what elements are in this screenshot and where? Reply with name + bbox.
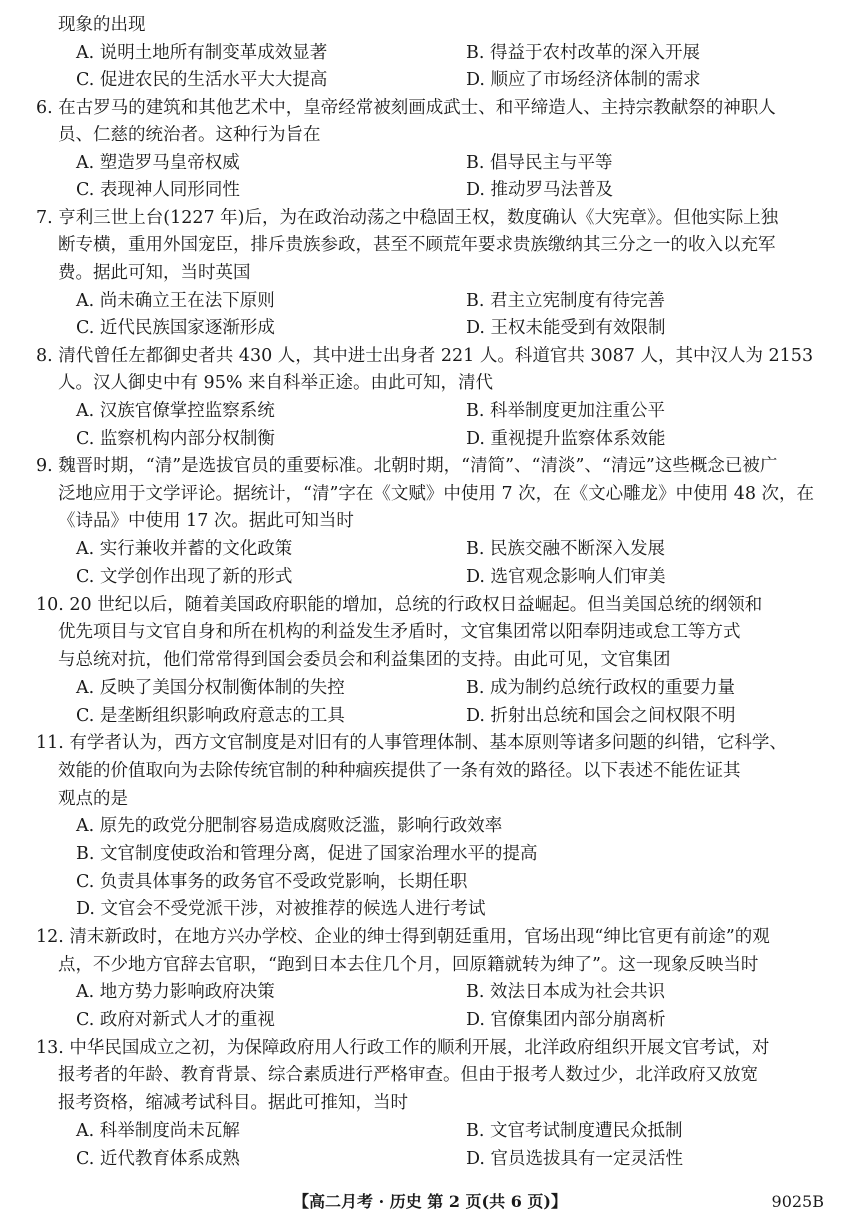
option-c: C. 监察机构内部分权制衡 [76,429,275,449]
question-11-stem-line-2: 效能的价值取向为去除传统官制的种种痼疾提供了一条有效的路径。以下表述不能佐证其 [58,761,741,781]
question-6-stem-line-2: 员、仁慈的统治者。这种行为旨在 [58,125,321,145]
question-13-options-row-2 [76,1146,836,1173]
question-11-option-c-row [76,869,836,896]
option-d: D. 推动罗马法普及 [466,180,614,200]
option-a: A. 塑造罗马皇帝权威 [76,153,240,173]
footer-exam-code: 9025B [771,1192,824,1211]
question-13-stem-line-2: 报考者的年龄、教育背景、综合素质进行严格审查。但由于报考人数过少，北洋政府又放宽 [58,1065,758,1085]
option-b: B. 君主立宪制度有待完善 [466,291,665,311]
question-11-option-b-row [76,841,836,868]
question-9-stem-line-2: 泛地应用于文学评论。据统计，“清”字在《文赋》中使用 7 次，在《文心雕龙》中使用 48 次，在 [58,484,815,504]
question-8-options-row-2 [76,426,836,453]
option-c: C. 近代民族国家逐渐形成 [76,318,275,338]
option-c: C. 表现神人同形同性 [76,180,240,200]
footer-page-info: 【高二月考 · 历史 第 2 页(共 6 页)】 [293,1192,567,1211]
question-7-stem-line-1: 7. 亨利三世上台(1227 年)后，为在政治动荡之中稳固王权，数度确认《大宪章》。但他实际上独 [36,208,779,228]
question-10-stem-line-3: 与总统对抗，他们常常得到国会委员会和利益集团的支持。由此可见，文官集团 [58,650,671,670]
question-9-options-row-1 [76,536,836,563]
option-d: D. 官员选拔具有一定灵活性 [466,1149,684,1169]
option-b: B. 效法日本成为社会共识 [466,982,665,1002]
option-a: A. 反映了美国分权制衡体制的失控 [76,678,345,698]
option-d: D. 文官会不受党派干涉，对被推荐的候选人进行考试 [76,899,486,919]
option-c: C. 是垄断组织影响政府意志的工具 [76,706,345,726]
question-11-stem-line-3: 观点的是 [58,789,128,809]
question-6-stem-line-1: 6. 在古罗马的建筑和其他艺术中，皇帝经常被刻画成武士、和平缔造人、主持宗教献祭的神职人 [36,98,776,118]
question-6-options-row-1 [76,150,836,177]
question-9-options-row-2 [76,564,836,591]
option-c: C. 促进农民的生活水平大大提高 [76,70,328,90]
option-b: B. 成为制约总统行政权的重要力量 [466,678,735,698]
question-13-options-row-1 [76,1118,836,1145]
question-9-stem-line-3: 《诗品》中使用 17 次。据此可知当时 [58,511,354,531]
question-6-options-row-2 [76,177,836,204]
page-footer [0,1188,860,1216]
question-11-stem-line-1: 11. 有学者认为，西方文官制度是对旧有的人事管理体制、基本原则等诸多问题的纠错，它科学、 [36,733,787,753]
option-d: D. 折射出总统和国会之间权限不明 [466,706,736,726]
question-9-stem-line-1: 9. 魏晋时期，“清”是选拔官员的重要标准。北朝时期，“清简”、“清淡”、“清远”这些概念已被广 [36,456,778,476]
option-a: A. 实行兼收并蓄的文化政策 [76,539,293,559]
question-12-stem-line-2: 点，不少地方官辞去官职，“跑到日本去住几个月，回原籍就转为绅了”。这一现象反映当时 [58,955,759,975]
option-b: B. 得益于农村改革的深入开展 [466,43,700,63]
question-7-options-row-1 [76,288,836,315]
question-5-options-row-2 [76,67,836,94]
question-8-stem-line-1: 8. 清代曾任左都御史者共 430 人，其中进士出身者 221 人。科道官共 3087 人，其中汉人为 2153 [36,346,814,366]
question-7-options-row-2 [76,315,836,342]
question-11-option-d-row [76,896,836,923]
option-c: C. 政府对新式人才的重视 [76,1010,275,1030]
question-13-stem-line-1: 13. 中华民国成立之初，为保障政府用人行政工作的顺利开展，北洋政府组织开展文官考试，对 [36,1038,770,1058]
question-7-stem-line-3: 费。据此可知，当时英国 [58,263,251,283]
option-a: A. 尚未确立王在法下原则 [76,291,275,311]
option-d: D. 顺应了市场经济体制的需求 [466,70,701,90]
option-d: D. 重视提升监察体系效能 [466,429,666,449]
question-12-stem-line-1: 12. 清末新政时，在地方兴办学校、企业的绅士得到朝廷重用，官场出现“绅比官更有前途”的观 [36,927,770,947]
option-a: A. 地方势力影响政府决策 [76,982,275,1002]
option-c: C. 近代教育体系成熟 [76,1149,240,1169]
option-a: A. 说明土地所有制变革成效显著 [76,43,328,63]
option-c: C. 负责具体事务的政务官不受政党影响，长期任职 [76,872,468,892]
question-7-stem-line-2: 断专横，重用外国宠臣，排斥贵族参政，甚至不顾荒年要求贵族缴纳其三分之一的收入以充军 [58,235,776,255]
question-10-options-row-2 [76,703,836,730]
option-b: B. 民族交融不断深入发展 [466,539,665,559]
option-a: A. 科举制度尚未瓦解 [76,1121,240,1141]
option-a: A. 汉族官僚掌控监察系统 [76,401,275,421]
option-d: D. 选官观念影响人们审美 [466,567,666,587]
option-c: C. 文学创作出现了新的形式 [76,567,293,587]
option-b: B. 文官制度使政治和管理分离，促进了国家治理水平的提高 [76,844,538,864]
question-11-option-a-row [76,813,836,840]
option-d: D. 官僚集团内部分崩离析 [466,1010,666,1030]
option-b: B. 文官考试制度遭民众抵制 [466,1121,683,1141]
option-d: D. 王权未能受到有效限制 [466,318,666,338]
question-12-options-row-1 [76,979,836,1006]
option-a: A. 原先的政党分肥制容易造成腐败泛滥，影响行政效率 [76,816,503,836]
question-10-options-row-1 [76,675,836,702]
question-5-fragment: 现象的出现 [58,15,146,35]
question-10-stem-line-1: 10. 20 世纪以后，随着美国政府职能的增加，总统的行政权日益崛起。但当美国总统的纲领和 [36,595,763,615]
question-12-options-row-2 [76,1007,836,1034]
question-8-stem-line-2: 人。汉人御史中有 95% 来自科举正途。由此可知，清代 [58,373,494,393]
question-8-options-row-1 [76,398,836,425]
question-5-options-row-1 [76,40,836,67]
question-10-stem-line-2: 优先项目与文官自身和所在机构的利益发生矛盾时，文官集团常以阳奉阴违或怠工等方式 [58,622,741,642]
option-b: B. 科举制度更加注重公平 [466,401,665,421]
option-b: B. 倡导民主与平等 [466,153,613,173]
question-13-stem-line-3: 报考资格，缩减考试科目。据此可推知，当时 [58,1093,408,1113]
